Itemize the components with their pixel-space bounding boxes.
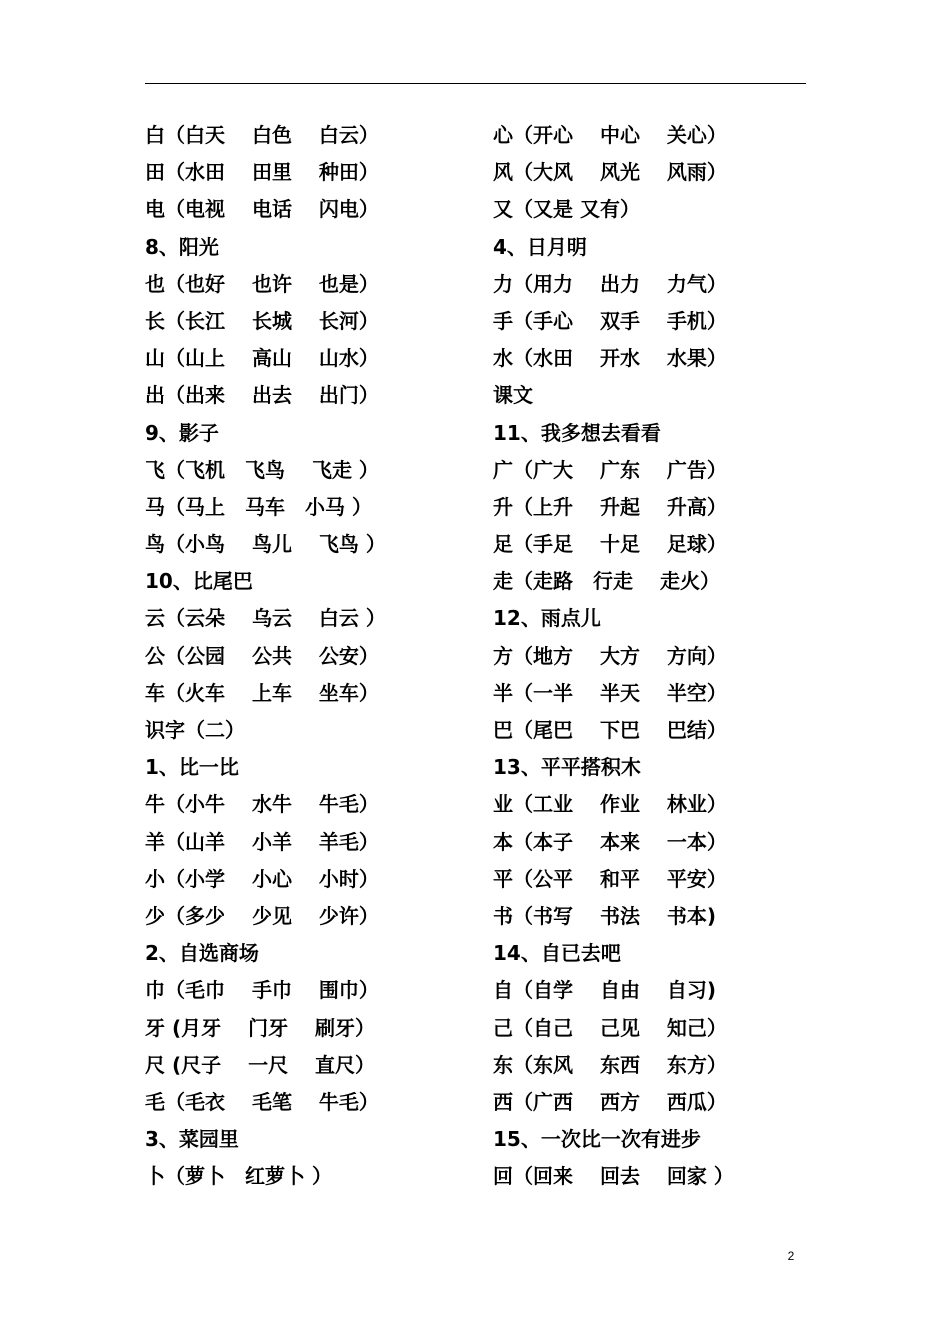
text-line: 手（手心 双手 手机） [493,308,727,333]
text-line: 也（也好 也许 也是） [145,271,379,296]
text-line: 巾（毛巾 手巾 围巾） [145,978,379,1003]
text-line: 广（广大 广东 广告） [493,457,727,482]
text-line: 平（公平 和平 平安） [493,866,727,891]
text-line: 回（回来 回去 回家 ） [493,1164,734,1189]
text-line: 心（开心 中心 关心） [493,123,727,147]
text-line: 毛（毛衣 毛笔 牛毛） [145,1089,379,1114]
text-line: 马（马上 马车 小马 ） [145,494,372,519]
text-line: 牙 (月牙 门牙 刷牙） [145,1015,376,1040]
text-line: 山（山上 高山 山水） [145,346,379,371]
text-line: 2、自选商场 [145,941,259,966]
text-line: 飞（飞机 飞鸟 飞走 ） [145,457,379,482]
text-line: 白（白天 白色 白云） [145,123,379,147]
text-line: 东（东风 东西 东方） [493,1052,727,1077]
text-line: 业（工业 作业 林业） [493,792,727,817]
text-line: 书（书写 书法 书本) [493,903,717,928]
right-column [493,117,823,1195]
text-line: 水（水田 开水 水果） [493,346,727,371]
text-line: 9、影子 [145,420,219,445]
text-line: 小（小学 小心 小时） [145,866,379,891]
text-line: 西（广西 西方 西瓜） [493,1089,727,1114]
text-line: 10、比尾巴 [145,569,253,594]
text-line: 出（出来 出去 出门） [145,383,379,408]
page-number: 2 [787,1249,795,1263]
text-line: 电（电视 电话 闪电） [145,197,379,222]
header-rule [145,83,806,84]
text-line: 己（自己 己见 知己） [493,1015,727,1040]
text-line: 课文 [493,383,533,408]
text-line: 1、比一比 [145,755,239,780]
text-line: 走（走路 行走 走火） [493,569,720,594]
text-line: 云（云朵 乌云 白云 ） [145,606,386,631]
text-line: 风（大风 风光 风雨） [493,160,727,185]
text-line: 鸟（小鸟 鸟儿 飞鸟 ） [145,532,386,557]
text-line: 牛（小牛 水牛 牛毛） [145,792,379,817]
text-line: 长（长江 长城 长河） [145,308,379,333]
left-column [145,117,475,1195]
text-line: 15、一次比一次有进步 [493,1127,701,1152]
text-line: 4、日月明 [493,234,587,259]
text-line: 13、平平搭积木 [493,755,641,780]
text-line: 足（手足 十足 足球） [493,532,727,557]
text-line: 田（水田 田里 种田） [145,160,379,185]
text-line: 升（上升 升起 升高） [493,494,727,519]
text-line: 14、自已去吧 [493,941,621,966]
text-line: 3、菜园里 [145,1127,239,1152]
text-line: 方（地方 大方 方向） [493,643,727,668]
text-line: 本（本子 本来 一本） [493,829,727,854]
text-line: 巴（尾巴 下巴 巴结） [493,718,727,742]
text-line: 又（又是 又有） [493,197,640,222]
text-line: 力（用力 出力 力气） [493,271,727,296]
text-line: 12、雨点儿 [493,606,601,631]
text-line: 识字（二） [145,718,245,742]
text-line: 卜（萝卜 红萝卜 ） [145,1164,332,1189]
text-line: 尺 (尺子 一尺 直尺） [145,1052,376,1077]
text-line: 半（一半 半天 半空） [493,680,727,705]
text-line: 少（多少 少见 少许） [145,903,379,928]
text-line: 公（公园 公共 公安） [145,643,379,668]
text-line: 羊（山羊 小羊 羊毛） [145,829,379,854]
text-line: 11、我多想去看看 [493,420,661,445]
text-line: 车（火车 上车 坐车） [145,680,379,705]
text-line: 自（自学 自由 自习) [493,978,717,1003]
text-line: 8、阳光 [145,234,219,259]
